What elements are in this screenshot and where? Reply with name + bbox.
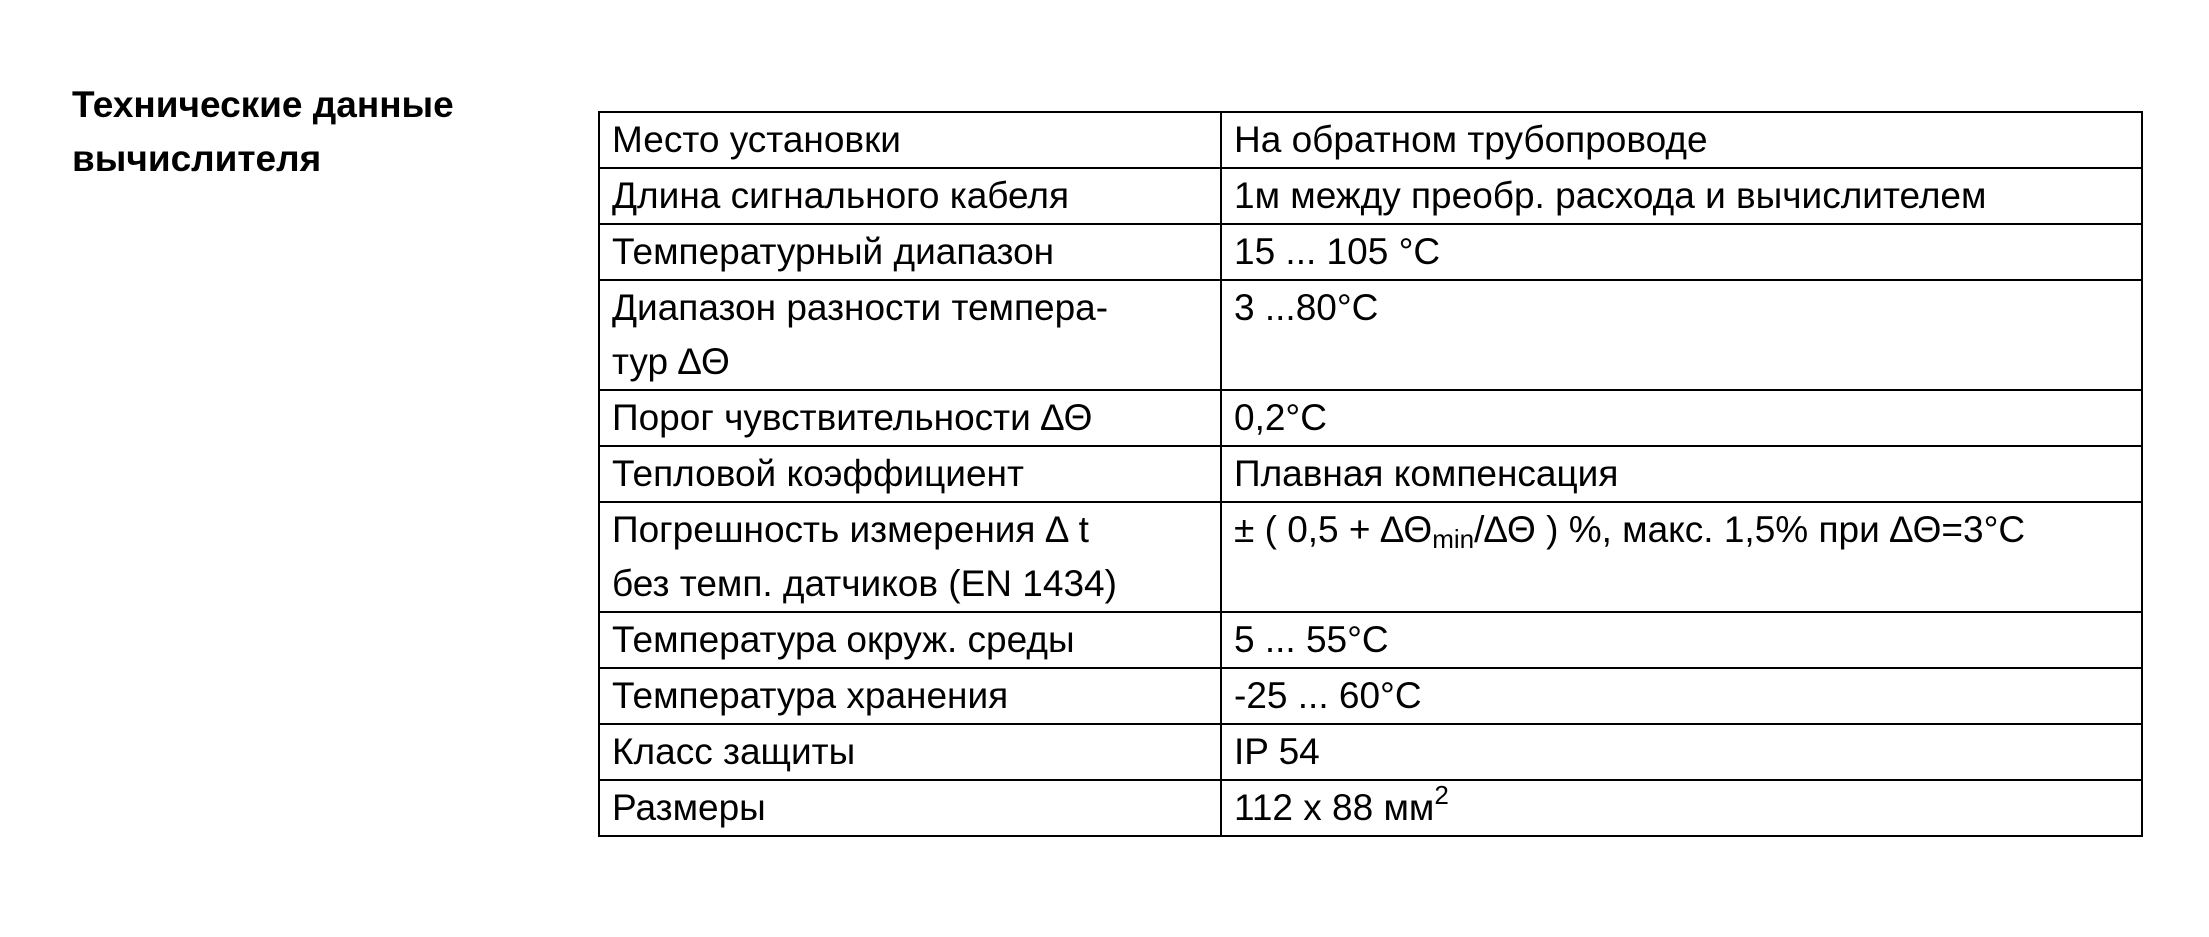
param-cell — [599, 780, 1221, 836]
value-cell — [1221, 502, 2142, 612]
param-cell — [599, 446, 1221, 502]
value-cell — [1221, 724, 2142, 780]
section-heading-line: Технические данные — [72, 84, 454, 125]
param-cell — [599, 224, 1221, 280]
value-text: -25 ... 60°C — [1234, 675, 1422, 716]
value-cell — [1221, 446, 2142, 502]
param-cell — [599, 612, 1221, 668]
value-cell — [1221, 280, 2142, 390]
param-label: без темп. датчиков (EN 1434) — [612, 563, 1117, 604]
table-row — [599, 446, 2142, 502]
param-cell — [599, 112, 1221, 168]
value-text-part: /∆Θ ) %, макс. 1,5% при ∆Θ=3°C — [1474, 509, 2026, 550]
param-label: Место установки — [612, 119, 901, 160]
spec-table — [598, 111, 2143, 837]
value-subscript: min — [1432, 524, 1475, 554]
value-cell — [1221, 668, 2142, 724]
table-row — [599, 112, 2142, 168]
value-cell — [1221, 390, 2142, 446]
value-text — [1234, 781, 2129, 835]
value-text: 1м между преобр. расхода и вычислителем — [1234, 175, 1987, 216]
value-text: 15 ... 105 °C — [1234, 231, 1441, 272]
param-label: Температурный диапазон — [612, 231, 1055, 272]
value-text — [1234, 503, 2129, 557]
param-cell — [599, 724, 1221, 780]
value-text: 0,2°C — [1234, 397, 1327, 438]
param-label: Диапазон разности темпера- — [612, 287, 1109, 328]
value-cell — [1221, 780, 2142, 836]
section-heading — [72, 78, 532, 186]
param-cell — [599, 390, 1221, 446]
table-row — [599, 724, 2142, 780]
value-text: 3 ...80°C — [1234, 287, 1379, 328]
table-row — [599, 780, 2142, 836]
value-text: 5 ... 55°C — [1234, 619, 1389, 660]
value-cell — [1221, 112, 2142, 168]
value-text: На обратном трубопроводе — [1234, 119, 1708, 160]
value-text: Плавная компенсация — [1234, 453, 1619, 494]
table-row — [599, 668, 2142, 724]
table-row — [599, 502, 2142, 612]
param-label: Длина сигнального кабеля — [612, 175, 1070, 216]
value-cell — [1221, 224, 2142, 280]
param-label: Погрешность измерения ∆ t — [612, 509, 1089, 550]
param-label: Порог чувствительности ∆Θ — [612, 397, 1093, 438]
value-superscript: 2 — [1434, 780, 1449, 810]
value-text-part: ± ( 0,5 + ∆Θ — [1234, 509, 1433, 550]
table-row — [599, 390, 2142, 446]
param-label: Размеры — [612, 787, 766, 828]
table-row — [599, 224, 2142, 280]
param-cell — [599, 168, 1221, 224]
value-cell — [1221, 168, 2142, 224]
table-row — [599, 280, 2142, 390]
value-cell — [1221, 612, 2142, 668]
param-label: тур ∆Θ — [612, 341, 730, 382]
value-text: IP 54 — [1234, 731, 1320, 772]
param-label: Температура окруж. среды — [612, 619, 1075, 660]
param-label: Тепловой коэффициент — [612, 453, 1024, 494]
value-text-part: 112 x 88 мм — [1234, 787, 1435, 828]
param-cell — [599, 502, 1221, 612]
table-row — [599, 612, 2142, 668]
param-label: Класс защиты — [612, 731, 856, 772]
table-row — [599, 168, 2142, 224]
param-cell — [599, 280, 1221, 390]
param-label: Температура хранения — [612, 675, 1009, 716]
param-cell — [599, 668, 1221, 724]
section-heading-line: вычислителя — [72, 138, 322, 179]
